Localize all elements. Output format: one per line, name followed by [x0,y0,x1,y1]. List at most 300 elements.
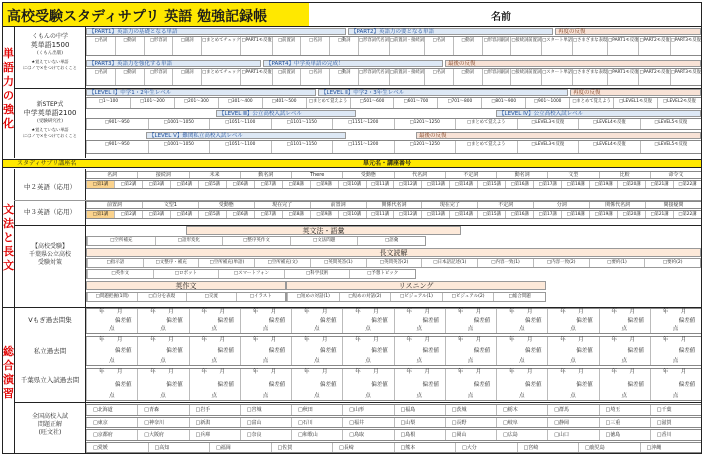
checkbox-cell[interactable]: □岐阜 [496,418,547,428]
checkbox-cell[interactable]: □名詞 [300,69,329,85]
checkbox-cell[interactable]: □ビジュアル(1) [390,293,442,301]
past-label-chiba: 千葉県立入試過去問 [20,376,80,384]
exam-hensa: 偏差値 [627,381,645,388]
checkbox-cell[interactable]: □第10講 [338,211,366,218]
chu3-row-lessons [86,210,701,219]
checkbox-cell[interactable]: □1051～1100 [209,141,271,153]
checkbox-cell[interactable]: □第14講 [449,181,477,188]
checkbox-cell[interactable]: □形容詞副詞 [482,37,511,55]
exam-month: 月 [424,337,431,343]
checkbox-cell[interactable]: □PART1モ反復 [240,37,271,55]
checkbox-cell[interactable]: □701～800 [437,98,481,108]
checkbox-cell[interactable]: □島根 [394,430,445,440]
checkbox-cell[interactable]: □茨城 [445,405,496,415]
checkbox-cell[interactable]: □1001～1050 [148,141,210,153]
reading-row-1 [86,258,701,268]
checkbox-cell[interactable]: □201～300 [174,98,218,108]
unit-name: 代名詞 [394,172,445,178]
checkbox-cell[interactable]: □新潟 [189,418,240,428]
checkbox-cell[interactable]: □第15講 [477,181,505,188]
exam-cell[interactable] [240,337,291,365]
checkbox-cell[interactable]: □まとめてチェック [201,69,240,85]
checkbox-cell[interactable]: □LEVEL1モ反復 [613,98,657,108]
checkbox-cell[interactable]: □千葉 [650,405,701,415]
checkbox-cell[interactable]: □栃木 [496,405,547,415]
checkbox-cell[interactable]: □形容詞 [144,37,173,55]
checkbox-cell[interactable]: □奈良 [240,430,291,440]
checkbox-cell[interactable]: □第12講 [393,211,421,218]
shin-row-2 [86,118,701,130]
band-composition: 英作文 [86,281,286,290]
side-label-vocab: 単語力の強化 [3,47,14,130]
checkbox-cell[interactable]: □英作文 [87,270,153,278]
exam-cell[interactable] [86,337,137,365]
checkbox-cell[interactable]: □801～900 [481,98,525,108]
checkbox-cell[interactable]: □LEVEL3モ反復 [517,119,579,129]
checkbox-cell[interactable]: □山梨 [394,418,445,428]
checkbox-cell[interactable]: □山口 [547,430,598,440]
checkbox-cell[interactable]: □イラスト [236,293,286,301]
exam-year: 年 [611,369,618,375]
kumon-row-1 [86,36,701,56]
checkbox-cell[interactable]: □福島 [394,405,445,415]
checkbox-cell[interactable]: □日本語記述(1) [421,259,477,267]
exam-year: 年 [355,369,361,375]
checkbox-cell[interactable]: □愛媛 [86,443,148,453]
lesson-label: 単元名・講座番号 [363,160,412,167]
checkbox-cell[interactable]: □指示語 [87,259,143,267]
checkbox-cell[interactable]: □第10講 [338,181,366,188]
exam-cell[interactable] [291,337,342,365]
exam-year: 年 [99,369,105,375]
checkbox-cell[interactable]: □ビジュアル(2) [442,293,494,301]
checkbox-cell[interactable]: □広島 [496,430,547,440]
checkbox-cell[interactable]: □京都府 [86,430,137,440]
checkbox-cell[interactable]: □第21講 [645,211,673,218]
checkbox-cell[interactable]: □宮城 [240,405,291,415]
exam-cell[interactable] [599,309,650,333]
checkbox-cell[interactable]: □1001～1050 [148,119,210,129]
checkbox-cell[interactable]: □短めの対話(1) [287,293,339,301]
exam-cell[interactable] [496,309,547,333]
checkbox-cell[interactable]: □401～500 [262,98,306,108]
checkbox-cell[interactable]: □第11講 [366,181,394,188]
exam-hensa: 偏差値 [371,348,388,354]
exam-month: 月 [578,369,584,375]
checkbox-cell[interactable]: □予想トピック [349,270,415,278]
checkbox-cell[interactable]: □副詞 [172,37,201,55]
checkbox-cell[interactable]: □空所補充(単語) [198,259,254,267]
checkbox-cell[interactable]: □動詞 [453,37,482,55]
exam-hensa: 偏差値 [268,381,286,388]
checkbox-cell[interactable]: □第4講 [170,181,198,188]
exam-cell[interactable] [650,369,701,400]
checkbox-cell[interactable]: □第18講 [561,211,589,218]
exam-cell[interactable] [599,369,650,400]
exam-point: 点 [519,393,525,399]
exam-point: 点 [365,358,371,364]
checkbox-cell[interactable]: □前置詞・接続詞 [389,69,424,85]
checkbox-cell[interactable]: □三重 [599,418,650,428]
checkbox-cell[interactable]: □901～950 [86,119,148,129]
checkbox-cell[interactable]: □PART1モ反復 [607,69,638,85]
exam-cell[interactable] [189,309,240,333]
exam-year: 年 [662,369,669,375]
checkbox-cell[interactable]: □第4講 [170,211,198,218]
exam-point: 点 [570,393,576,399]
exam-cell[interactable] [86,309,137,333]
exam-cell[interactable] [496,369,547,400]
checkbox-cell[interactable]: □和歌山 [291,430,342,440]
exam-cell[interactable] [189,337,240,365]
checkbox-cell[interactable]: □まとめてチェック [201,37,240,55]
checkbox-cell[interactable]: □富山 [240,418,291,428]
checkbox-cell[interactable]: □301～400 [218,98,262,108]
checkbox-cell[interactable]: □形容詞代名詞 [358,69,389,85]
checkbox-cell[interactable]: □まとめて覚えよう [569,98,613,108]
exam-cell[interactable] [86,369,137,400]
checkbox-cell[interactable]: □第16講 [505,211,533,218]
checkbox-cell[interactable]: □第16講 [505,181,533,188]
checkbox-cell[interactable]: □前置詞 [272,69,301,85]
checkbox-cell[interactable]: □1151～1200 [332,119,394,129]
exam-month: 月 [219,309,226,315]
exam-cell[interactable] [445,337,496,365]
checkbox-cell[interactable]: □副詞 [172,69,201,85]
exam-cell[interactable] [547,369,598,400]
checkbox-cell[interactable]: □問題把握(1問) [87,293,137,301]
exam-cell[interactable] [547,337,598,365]
checkbox-cell[interactable]: □整序英作文 [222,237,290,245]
checkbox-cell[interactable]: □第1講 [86,211,114,218]
checkbox-cell[interactable]: □前置詞・接続詞 [389,37,424,55]
exam-month: 月 [373,337,379,343]
checkbox-cell[interactable]: □長野 [445,418,496,428]
exam-cell[interactable] [394,309,445,333]
checkbox-cell[interactable]: □ロボット [153,270,219,278]
checkbox-cell[interactable]: □1～100 [86,98,130,108]
checkbox-cell[interactable]: □第7講 [254,211,282,218]
exam-hensa: 偏差値 [576,348,593,354]
exam-cell[interactable] [240,309,291,333]
checkbox-cell[interactable]: □熊本 [394,443,456,453]
exam-cell[interactable] [547,309,598,333]
checkbox-cell[interactable]: □動詞 [115,37,144,55]
section-header: 【PART1】英語力の基礎となる単語 [86,28,346,35]
checkbox-cell[interactable]: □1051～1100 [209,119,271,129]
exam-hensa: 偏差値 [166,381,183,388]
checkbox-cell[interactable]: □自分を表現 [137,293,187,301]
checkbox-cell[interactable]: □岡山 [445,430,496,440]
exam-year: 年 [662,337,669,343]
checkbox-cell[interactable]: □第15講 [477,211,505,218]
unit-name: 関係代名詞 [366,202,422,208]
checkbox-cell[interactable]: □空所補充(文) [254,259,310,267]
unit-name: 現在完了 [421,202,477,208]
checkbox-cell[interactable]: □第3講 [142,181,170,188]
checkbox-cell[interactable]: □第9講 [310,181,338,188]
checkbox-cell[interactable]: □さまざまな表現 [572,69,607,85]
checkbox-cell[interactable]: □まとめて覚えよう [455,119,517,129]
checkbox-cell[interactable]: □香川 [650,430,701,440]
checkbox-cell[interactable]: □文法問題 [290,237,358,245]
checkbox-cell[interactable]: □LEVEL4モ反復 [578,141,640,153]
checkbox-cell[interactable]: □石川 [291,418,342,428]
checkbox-cell[interactable]: □LEVEL2モ反復 [657,98,701,108]
reading-row-2 [86,269,416,279]
shin-row-3 [86,140,701,154]
checkbox-cell[interactable]: □さまざまな表現 [572,37,607,55]
checkbox-cell[interactable]: □鳥取 [342,430,393,440]
checkbox-cell[interactable]: □秋田 [291,405,342,415]
checkbox-cell[interactable]: □1201～1250 [394,119,456,129]
exam-year: 年 [560,369,566,375]
checkbox-cell[interactable]: □第14講 [449,211,477,218]
checkbox-cell[interactable]: □英問英答(1) [310,259,366,267]
checkbox-cell[interactable]: □第6講 [226,181,254,188]
checkbox-cell[interactable]: □第7講 [254,181,282,188]
checkbox-cell[interactable]: □総合問題 [493,293,545,301]
section-header: 再度の反復 [555,28,701,35]
checkbox-cell[interactable]: □PART1モ反復 [240,69,271,85]
checkbox-cell[interactable]: □滋賀 [650,418,701,428]
checkbox-cell[interactable]: □101～200 [130,98,174,108]
checkbox-cell[interactable]: □福井 [342,418,393,428]
exam-point: 点 [621,326,628,332]
exam-month: 月 [322,369,328,375]
checkbox-cell[interactable]: □静岡 [547,418,598,428]
exam-month: 月 [424,309,431,315]
checkbox-cell[interactable]: □名詞 [424,37,453,55]
exam-month: 月 [680,309,687,315]
chu2-label: 中２英語（応用） [24,183,76,191]
exam-point: 点 [672,358,679,364]
exam-hensa: 偏差値 [371,318,388,324]
checkbox-cell[interactable]: □高知 [148,443,210,453]
checkbox-cell[interactable]: □形容詞 [144,69,173,85]
side-label-comprehensive: 総合演習 [3,345,14,400]
checkbox-cell[interactable]: □PART2モ反復 [638,37,669,55]
exam-year: 年 [252,369,259,375]
exam-point: 点 [365,393,371,399]
checkbox-cell[interactable]: □神奈川 [137,418,188,428]
checkbox-cell[interactable]: □1201～1250 [394,141,456,153]
exam-hensa: 偏差値 [217,381,235,388]
checkbox-cell[interactable]: □第11講 [366,211,394,218]
checkbox-cell[interactable]: □第21講 [645,181,673,188]
exam-cell[interactable] [650,337,701,365]
checkbox-cell[interactable]: □動詞 [329,37,358,55]
exam-year: 年 [611,337,618,343]
exam-point: 点 [160,393,166,399]
checkbox-cell[interactable]: □第20講 [617,181,645,188]
checkbox-cell[interactable]: □第12講 [393,181,421,188]
checkbox-cell[interactable]: □PART3モ反復 [670,69,701,85]
exam-month: 月 [527,337,533,343]
checkbox-cell[interactable]: □901～950 [86,141,148,153]
checkbox-cell[interactable]: □501～600 [350,98,394,108]
checkbox-cell[interactable]: □第19講 [589,211,617,218]
checkbox-cell[interactable]: □スタート単語 [541,37,572,55]
checkbox-cell[interactable]: □第18講 [561,181,589,188]
checkbox-cell[interactable]: □語彙 [357,237,425,245]
checkbox-cell[interactable]: □形容詞副詞 [482,69,511,85]
checkbox-cell[interactable]: □名詞 [86,69,115,85]
exam-year: 年 [201,369,208,375]
exam-cell[interactable] [496,337,547,365]
exam-year: 年 [611,309,618,315]
checkbox-cell[interactable]: □接続詞前置詞 [510,37,541,55]
checkbox-cell[interactable]: □交流 [186,293,236,301]
checkbox-cell[interactable]: □文整序・補充 [143,259,199,267]
checkbox-cell[interactable]: □徳島 [599,430,650,440]
checkbox-cell[interactable]: □PART1モ反復 [607,37,638,55]
checkbox-cell[interactable]: □科学技術 [284,270,350,278]
checkbox-cell[interactable]: □第5講 [198,181,226,188]
checkbox-cell[interactable]: □第17講 [533,181,561,188]
exam-cell[interactable] [137,309,188,333]
exam-cell[interactable] [342,309,393,333]
checkbox-cell[interactable]: □福岡 [209,443,271,453]
checkbox-cell[interactable]: □第2講 [114,211,142,218]
checkbox-cell[interactable]: □兵庫 [189,430,240,440]
exam-cell[interactable] [445,309,496,333]
checkbox-cell[interactable]: □第1講 [86,181,114,188]
checkbox-cell[interactable]: □山形 [342,405,393,415]
checkbox-cell[interactable]: □PART2モ反復 [638,69,669,85]
exam-month: 月 [168,337,174,343]
checkbox-cell[interactable]: □スマートフォン [218,270,284,278]
exam-cell[interactable] [342,337,393,365]
unit-name: 名詞 [86,172,137,178]
checkbox-cell[interactable]: □LEVEL4モ反復 [578,119,640,129]
checkbox-cell[interactable]: □名詞 [424,69,453,85]
checkbox-cell[interactable]: □1101～1150 [271,141,333,153]
exam-cell[interactable] [342,369,393,400]
exam-point: 点 [621,393,628,399]
checkbox-cell[interactable]: □第8講 [282,211,310,218]
checkbox-cell[interactable]: □第2講 [114,181,142,188]
checkbox-cell[interactable]: □青森 [137,405,188,415]
exam-cell[interactable] [650,309,701,333]
checkbox-cell[interactable]: □LEVEL5モ反復 [640,141,702,153]
checkbox-cell[interactable]: □動詞 [329,69,358,85]
exam-cell[interactable] [189,369,240,400]
checkbox-cell[interactable]: □語形変化 [155,237,223,245]
vmogi-grid [86,308,701,334]
checkbox-cell[interactable]: □動詞 [453,69,482,85]
exam-hensa: 偏差値 [473,348,491,354]
checkbox-cell[interactable]: □第13講 [421,181,449,188]
checkbox-cell[interactable]: □内容一致(2) [533,259,589,267]
checkbox-cell[interactable]: □北海道 [86,405,137,415]
checkbox-cell[interactable]: □佐賀 [271,443,333,453]
exam-month: 月 [270,369,277,375]
exam-cell[interactable] [291,309,342,333]
checkbox-cell[interactable]: □大阪府 [137,430,188,440]
exam-year: 年 [509,309,515,315]
checkbox-cell[interactable]: □名詞 [86,37,115,55]
exam-cell[interactable] [445,369,496,400]
unit-name: 動名詞 [240,172,291,178]
checkbox-cell[interactable]: □内容一致(1) [477,259,533,267]
exam-point: 点 [621,358,628,364]
checkbox-cell[interactable]: □群馬 [547,405,598,415]
pref-row [86,442,701,454]
exam-cell[interactable] [240,369,291,400]
exam-month: 月 [373,369,379,375]
checkbox-cell[interactable]: □第22講 [673,211,701,218]
checkbox-cell[interactable]: □601～700 [393,98,437,108]
checkbox-cell[interactable]: □LEVEL5モ反復 [640,119,702,129]
checkbox-cell[interactable]: □1101～1150 [271,119,333,129]
checkbox-cell[interactable]: □埼玉 [599,405,650,415]
checkbox-cell[interactable]: □要約(1) [589,259,645,267]
checkbox-cell[interactable]: □第9講 [310,211,338,218]
unit-name: 前置詞 [86,202,142,208]
checkbox-cell[interactable]: □沖縄 [640,443,702,453]
checkbox-cell[interactable]: □第3講 [142,211,170,218]
checkbox-cell[interactable]: □前置詞 [272,37,301,55]
exam-hensa: 偏差値 [473,381,491,388]
checkbox-cell[interactable]: □第5講 [198,211,226,218]
checkbox-cell[interactable]: □空所補充 [87,237,155,245]
checkbox-cell[interactable]: □形容詞代名詞 [358,37,389,55]
checkbox-cell[interactable]: □第17講 [533,211,561,218]
checkbox-cell[interactable]: □長崎 [332,443,394,453]
exam-point: 点 [109,326,115,332]
checkbox-cell[interactable]: □要約(2) [644,259,700,267]
exam-month: 月 [424,369,431,375]
checkbox-cell[interactable]: □動詞 [115,69,144,85]
checkbox-cell[interactable]: □英問英答(2) [366,259,422,267]
exam-cell[interactable] [394,369,445,400]
exam-year: 年 [560,337,566,343]
checkbox-cell[interactable]: □宮崎 [517,443,579,453]
checkbox-cell[interactable]: □大分 [455,443,517,453]
checkbox-cell[interactable]: □鹿児島 [578,443,640,453]
checkbox-cell[interactable]: □第8講 [282,181,310,188]
exam-cell[interactable] [599,337,650,365]
checkbox-cell[interactable]: □901～1000 [525,98,569,108]
checkbox-cell[interactable]: □東京 [86,418,137,428]
exam-point: 点 [109,358,115,364]
checkbox-cell[interactable]: □スタート単語 [541,69,572,85]
exam-hensa: 偏差値 [678,381,696,388]
exam-cell[interactable] [394,337,445,365]
checkbox-cell[interactable]: □LEVEL3モ反復 [517,141,579,153]
exam-cell[interactable] [291,369,342,400]
checkbox-cell[interactable]: □1151～1200 [332,141,394,153]
exam-year: 年 [99,309,105,315]
checkbox-cell[interactable]: □第6講 [226,211,254,218]
exam-year: 年 [355,337,361,343]
checkbox-cell[interactable]: □短めの対話(2) [339,293,391,301]
checkbox-cell[interactable]: □第19講 [589,181,617,188]
checkbox-cell[interactable]: □名詞 [300,37,329,55]
checkbox-cell[interactable]: □まとめて覚えよう [455,141,517,153]
checkbox-cell[interactable]: □接続詞前置詞 [510,69,541,85]
exam-cell[interactable] [137,369,188,400]
checkbox-cell[interactable]: □第22講 [673,181,701,188]
unit-name: 分詞 [533,202,589,208]
checkbox-cell[interactable]: □PART3モ反復 [670,37,701,55]
checkbox-cell[interactable]: □岩手 [189,405,240,415]
checkbox-cell[interactable]: □第20講 [617,211,645,218]
checkbox-cell[interactable]: □第13講 [421,211,449,218]
exam-cell[interactable] [137,337,188,365]
checkbox-cell[interactable]: □まとめて覚えよう [306,98,350,108]
